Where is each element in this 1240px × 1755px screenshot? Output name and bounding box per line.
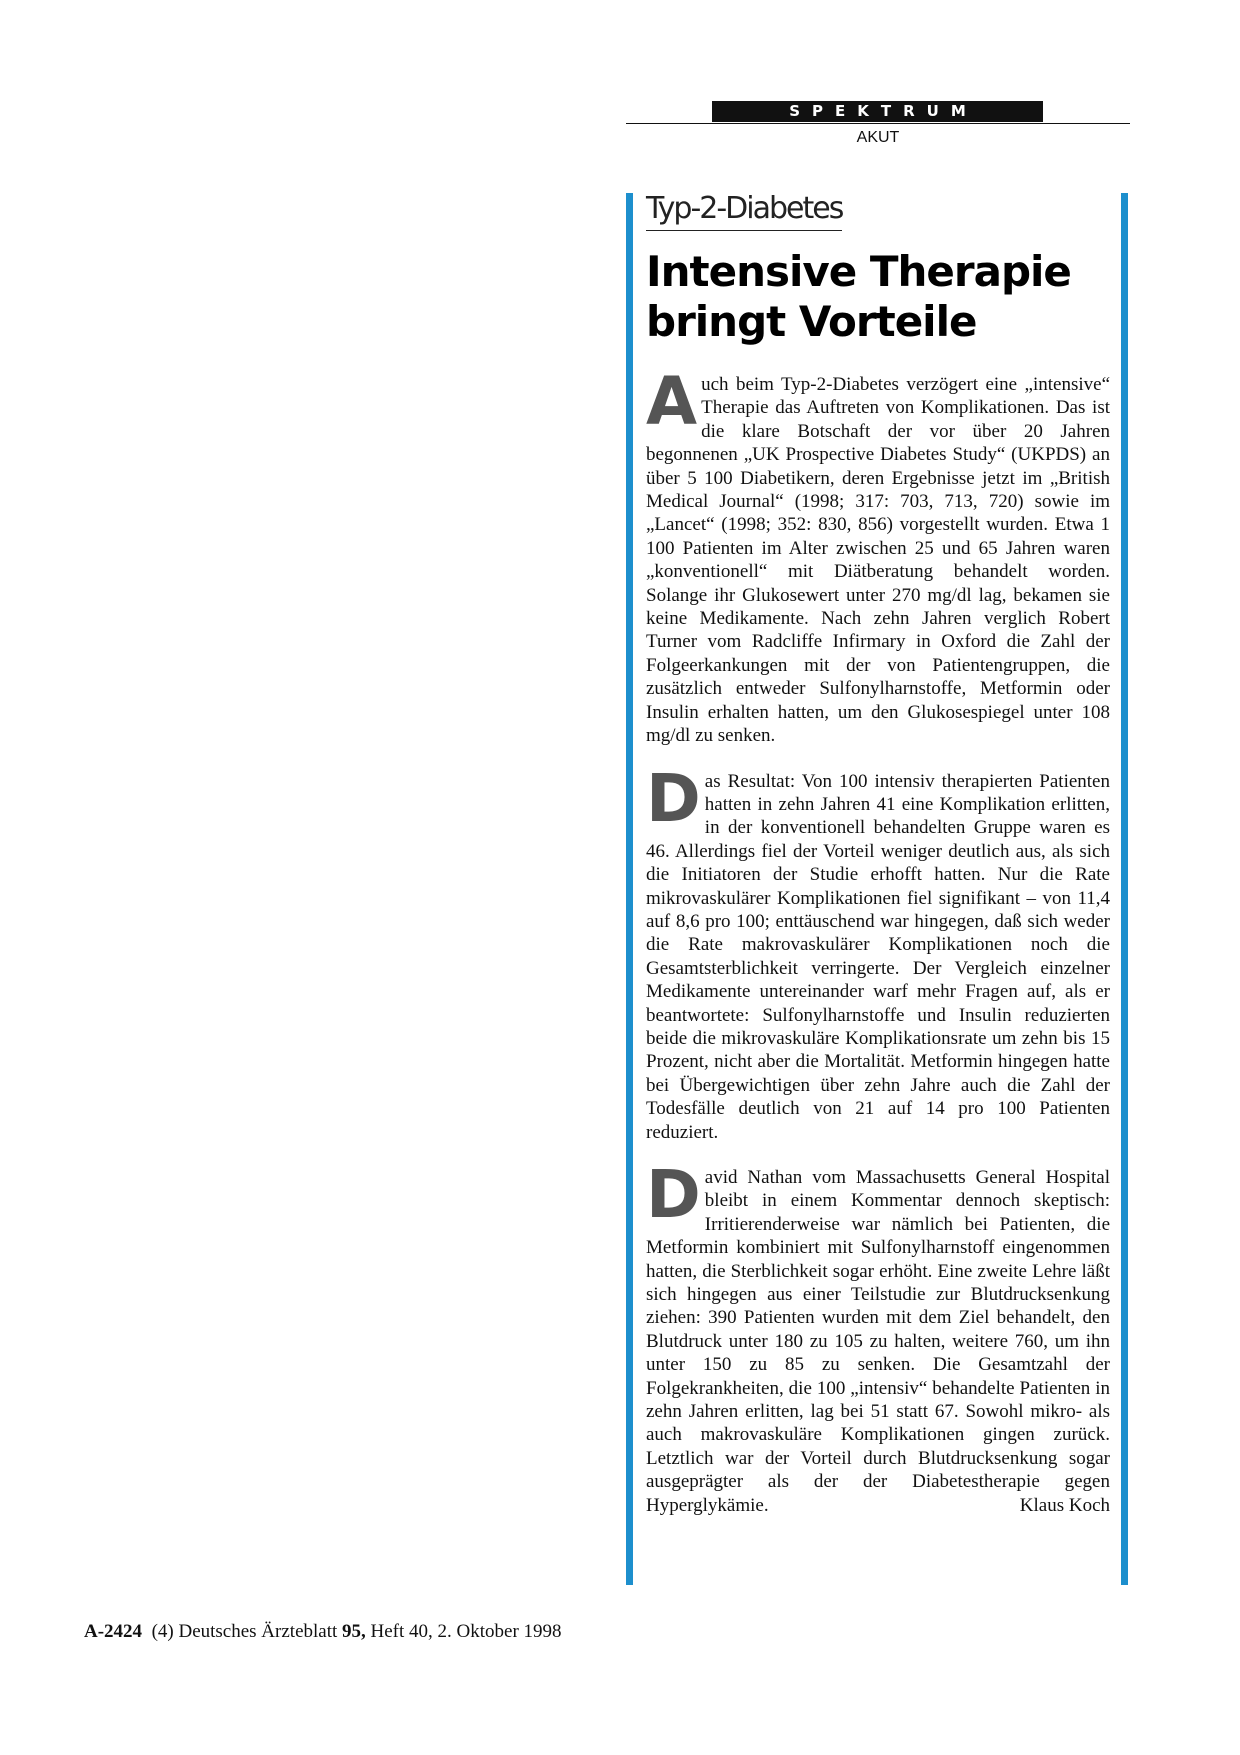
page-code: A-2424 (84, 1621, 143, 1642)
author-signature: Klaus Koch (1019, 1494, 1110, 1516)
dropcap: A (646, 363, 698, 440)
section-banner: SPEKTRUM (712, 101, 1043, 122)
page-footer (84, 1620, 562, 1644)
page-reference: (4) Deutsches Ärzteblatt (151, 1621, 338, 1642)
accent-bar-left (626, 193, 633, 1585)
dropcap: D (646, 759, 701, 837)
article-kicker: Typ-2-Diabetes (646, 190, 842, 231)
accent-bar-right (1121, 193, 1128, 1585)
section-subtitle: AKUT (856, 129, 900, 146)
volume-number: 95, (342, 1621, 366, 1642)
paragraph-text: uch beim Typ-2-Diabetes verzögert eine „intensive“ Therapie das Auftreten von Komplikationen. Das ist die klare Botschaft der vor über 20 Jahren begonnenen „UK Prospective Diabetes Study“ (UKPDS) an über 5 100 Diabetikern, deren Ergebnisse jetzt im „British Medical Journal“ (1998; 317: 703, 713, 720) sowie im „Lancet“ (1998; 352: 830, 856) vorgestellt wurden. Etwa 1 100 Patienten im Alter zwischen 25 und 65 Jahren waren „konventionell“ mit Diätberatung behandelt worden. Solange ihr Glukosewert unter 270 mg/dl lag, bekamen sie keine Medikamente. Nach zehn Jahren verglich Robert Turner vom Radcliffe Infirmary in Oxford die Zahl der Folgeerkankungen mit der von Patientengruppen, die zusätzlich entweder Sulfonylharnstoffe, Metformin oder Insulin erhalten hatten, um den Glukosespiegel unter 108 mg/dl zu senken. (646, 374, 1110, 747)
dropcap: D (646, 1156, 701, 1233)
article-paragraph-2 (646, 759, 1110, 1145)
article-paragraph-1 (646, 363, 1110, 748)
issue-date: Heft 40, 2. Oktober 1998 (370, 1621, 562, 1642)
article-headline: Intensive Therapie bringt Vorteile (646, 247, 1071, 346)
article (646, 190, 1110, 1539)
paragraph-text: as Resultat: Von 100 intensiv therapierten Patienten hatten in zehn Jahren 41 eine Komplikation erlitten, in der konventionell behandelten Gruppe waren es 46. Allerdings fiel der Vorteil weniger deutlich aus, als sich die Initiatoren der Studie erhofft hatten. Nur die Rate mikrovaskulärer Komplikationen fiel signifikant – von 11,4 auf 8,6 pro 100; enttäuschend war hingegen, daß sich weder die Rate makrovaskulärer Komplikationen noch die Gesamtsterblichkeit verringerte. Der Vergleich einzelner Medikamente untereinander warf mehr Fragen auf, als er beantwortete: Sulfonylharnstoffe und Insulin reduzierten beide die mikrovaskuläre Komplikationsrate um zehn bis 15 Prozent, nicht aber die Mortalität. Metformin hingegen hatte bei Übergewichtigen über zehn Jahre auch die Zahl der Todesfälle deutlich von 21 auf 14 pro 100 Patienten reduziert. (646, 770, 1110, 1143)
header-rule (626, 123, 1130, 124)
paragraph-text: avid Nathan vom Massachusetts General Hospital bleibt in einem Kommentar dennoch skeptisch: Irritierenderweise war nämlich bei Patienten, die Metformin kombiniert mit Sulfonylharnstoff eingenommen hatten, die Sterblichkeit sogar erhöht. Eine zweite Lehre läßt sich hingegen aus einer Teilstudie zur Blutdrucksenkung ziehen: 390 Patienten wurden mit dem Ziel behandelt, den Blutdruck unter 180 zu 105 zu halten, weitere 760, um ihn unter 150 zu 85 zu senken. Die Gesamtzahl der Folgekrankheiten, die 100 „intensiv“ behandelte Patienten in zehn Jahren erlitten, lag bei 51 statt 67. Sowohl mikro- als auch makrovaskuläre Komplikationen gingen zurück. Letztlich war der Vorteil durch Blutdrucksenkung sogar ausgeprägter als der der Diabetestherapie gegen Hyperglykämie. (646, 1167, 1110, 1516)
article-paragraph-3 (646, 1156, 1110, 1517)
